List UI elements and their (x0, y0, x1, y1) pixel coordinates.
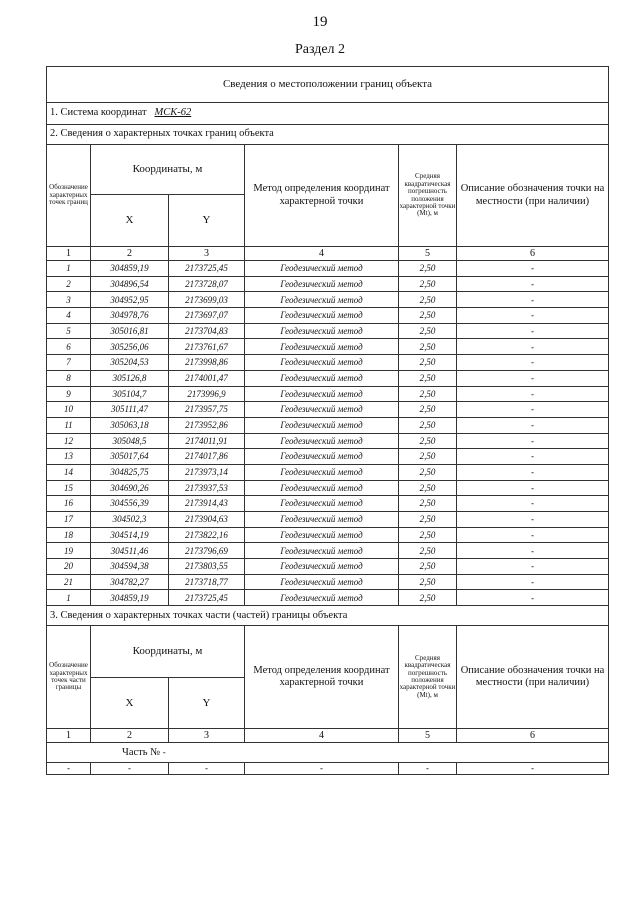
method-cell: Геодезический метод (245, 512, 399, 528)
error-cell: 2,50 (399, 402, 457, 418)
coord-system-value: МСК-62 (154, 107, 192, 119)
header-point-label: Обозначение характерных точек границ (47, 145, 91, 247)
description-cell: - (457, 417, 609, 433)
col-number: 2 (91, 729, 169, 743)
description-cell: - (457, 402, 609, 418)
description-cell: - (457, 527, 609, 543)
table-row (47, 433, 609, 449)
x-cell: 304896,54 (91, 276, 169, 292)
table-row (47, 355, 609, 371)
table-row (47, 449, 609, 465)
point-cell: 2 (47, 276, 91, 292)
part-number-row (47, 743, 609, 763)
point-cell: 1 (47, 261, 91, 277)
y-cell: 2173704,83 (169, 323, 245, 339)
error-cell: 2,50 (399, 512, 457, 528)
description-cell: - (457, 292, 609, 308)
parts-header-point-label: Обозначение характерных точек части границы (47, 626, 91, 729)
point-cell: 3 (47, 292, 91, 308)
y-cell: 2173761,67 (169, 339, 245, 355)
x-cell: 304502,3 (91, 512, 169, 528)
y-cell: 2173973,14 (169, 464, 245, 480)
header-y: Y (169, 195, 245, 247)
page-number: 19 (312, 14, 328, 30)
column-numbers-row (47, 247, 609, 261)
x-cell: 304514,19 (91, 527, 169, 543)
col-number: 3 (169, 729, 245, 743)
description-cell: - (457, 543, 609, 559)
parts-header-description: Описание обозначения точки на местности (при наличии) (457, 626, 609, 729)
point-cell: 14 (47, 464, 91, 480)
y-cell: 2173725,45 (169, 590, 245, 606)
method-cell: Геодезический метод (245, 417, 399, 433)
point-cell: 18 (47, 527, 91, 543)
error-cell: 2,50 (399, 433, 457, 449)
y-cell: 2173996,9 (169, 386, 245, 402)
y-cell: 2173803,55 (169, 559, 245, 575)
point-cell: 12 (47, 433, 91, 449)
point-cell: 19 (47, 543, 91, 559)
part-empty-row (47, 763, 609, 775)
error-cell: 2,50 (399, 339, 457, 355)
y-cell: 2173998,86 (169, 355, 245, 371)
method-cell: Геодезический метод (245, 276, 399, 292)
method-cell: Геодезический метод (245, 292, 399, 308)
description-cell: - (457, 370, 609, 386)
section-title: Раздел 2 (294, 42, 346, 57)
point-cell: 8 (47, 370, 91, 386)
x-cell: 304511,46 (91, 543, 169, 559)
y-cell: 2174001,47 (169, 370, 245, 386)
parts-column-numbers-row (47, 729, 609, 743)
method-cell: Геодезический метод (245, 590, 399, 606)
error-cell: 2,50 (399, 370, 457, 386)
description-cell: - (457, 559, 609, 575)
header-description: Описание обозначения точки на местности (при наличии) (457, 145, 609, 247)
header-error: Средняя квадратическая погрешность положения характерной точки (Mt), м (399, 145, 457, 247)
error-cell: 2,50 (399, 574, 457, 590)
x-cell: 304825,75 (91, 464, 169, 480)
method-cell: Геодезический метод (245, 496, 399, 512)
parts-header-x: X (91, 678, 169, 729)
error-cell: 2,50 (399, 276, 457, 292)
description-cell: - (457, 355, 609, 371)
coord-system-label: 1. Система координат (50, 107, 147, 119)
method-cell: Геодезический метод (245, 480, 399, 496)
description-cell: - (457, 480, 609, 496)
table-row (47, 276, 609, 292)
method-cell: Геодезический метод (245, 370, 399, 386)
error-cell: 2,50 (399, 417, 457, 433)
y-cell: 2173957,75 (169, 402, 245, 418)
empty-cell: - (245, 763, 399, 775)
error-cell: 2,50 (399, 449, 457, 465)
x-cell: 305111,47 (91, 402, 169, 418)
method-cell: Геодезический метод (245, 355, 399, 371)
error-cell: 2,50 (399, 323, 457, 339)
parts-header-coords: Координаты, м (91, 626, 245, 678)
x-cell: 304556,39 (91, 496, 169, 512)
error-cell: 2,50 (399, 386, 457, 402)
point-cell: 11 (47, 417, 91, 433)
table-row (47, 402, 609, 418)
error-cell: 2,50 (399, 527, 457, 543)
point-cell: 15 (47, 480, 91, 496)
table-row (47, 308, 609, 324)
x-cell: 304594,38 (91, 559, 169, 575)
error-cell: 2,50 (399, 355, 457, 371)
x-cell: 305017,64 (91, 449, 169, 465)
col-number: 5 (399, 247, 457, 261)
table-row (47, 292, 609, 308)
col-number: 1 (47, 247, 91, 261)
point-cell: 6 (47, 339, 91, 355)
method-cell: Геодезический метод (245, 559, 399, 575)
table-title: Сведения о местоположении границ объекта (47, 67, 609, 103)
method-cell: Геодезический метод (245, 339, 399, 355)
empty-cell: - (91, 763, 169, 775)
header-x: X (91, 195, 169, 247)
method-cell: Геодезический метод (245, 433, 399, 449)
table-row (47, 543, 609, 559)
col-number: 1 (47, 729, 91, 743)
table-row (47, 261, 609, 277)
x-cell: 304690,26 (91, 480, 169, 496)
table-row (47, 464, 609, 480)
empty-cell: - (457, 763, 609, 775)
error-cell: 2,50 (399, 559, 457, 575)
header-method: Метод определения координат характерной точки (245, 145, 399, 247)
x-cell: 305048,5 (91, 433, 169, 449)
point-cell: 7 (47, 355, 91, 371)
x-cell: 304859,19 (91, 590, 169, 606)
description-cell: - (457, 308, 609, 324)
col-number: 6 (457, 247, 609, 261)
y-cell: 2173725,45 (169, 261, 245, 277)
point-cell: 20 (47, 559, 91, 575)
method-cell: Геодезический метод (245, 527, 399, 543)
x-cell: 305204,53 (91, 355, 169, 371)
y-cell: 2173952,86 (169, 417, 245, 433)
point-cell: 21 (47, 574, 91, 590)
coord-system-row (47, 103, 609, 125)
y-cell: 2173796,69 (169, 543, 245, 559)
point-cell: 17 (47, 512, 91, 528)
method-cell: Геодезический метод (245, 464, 399, 480)
description-cell: - (457, 339, 609, 355)
parts-header-error: Средняя квадратическая погрешность положения характерной точки (Mt), м (399, 626, 457, 729)
y-cell: 2173914,43 (169, 496, 245, 512)
description-cell: - (457, 590, 609, 606)
x-cell: 305104,7 (91, 386, 169, 402)
x-cell: 305256,06 (91, 339, 169, 355)
method-cell: Геодезический метод (245, 261, 399, 277)
point-cell: 5 (47, 323, 91, 339)
point-cell: 4 (47, 308, 91, 324)
parts-header-method: Метод определения координат характерной точки (245, 626, 399, 729)
x-cell: 304859,19 (91, 261, 169, 277)
x-cell: 304782,27 (91, 574, 169, 590)
points-section-title: 2. Сведения о характерных точках границ объекта (47, 125, 609, 145)
empty-cell: - (169, 763, 245, 775)
empty-cell: - (399, 763, 457, 775)
error-cell: 2,50 (399, 496, 457, 512)
x-cell: 305126,8 (91, 370, 169, 386)
point-cell: 13 (47, 449, 91, 465)
table-row (47, 559, 609, 575)
y-cell: 2173937,53 (169, 480, 245, 496)
col-number: 5 (399, 729, 457, 743)
table-row (47, 323, 609, 339)
description-cell: - (457, 261, 609, 277)
parts-section-title: 3. Сведения о характерных точках части (частей) границы объекта (47, 606, 609, 626)
y-cell: 2173697,07 (169, 308, 245, 324)
description-cell: - (457, 276, 609, 292)
method-cell: Геодезический метод (245, 543, 399, 559)
table-row (47, 496, 609, 512)
x-cell: 305063,18 (91, 417, 169, 433)
description-cell: - (457, 574, 609, 590)
col-number: 2 (91, 247, 169, 261)
error-cell: 2,50 (399, 480, 457, 496)
y-cell: 2173699,03 (169, 292, 245, 308)
y-cell: 2174011,91 (169, 433, 245, 449)
x-cell: 304952,95 (91, 292, 169, 308)
point-cell: 10 (47, 402, 91, 418)
description-cell: - (457, 386, 609, 402)
col-number: 4 (245, 729, 399, 743)
part-number-label: Часть № (122, 746, 161, 758)
y-cell: 2174017,86 (169, 449, 245, 465)
table-row (47, 527, 609, 543)
point-cell: 16 (47, 496, 91, 512)
x-cell: 305016,81 (91, 323, 169, 339)
table-row (47, 574, 609, 590)
y-cell: 2173822,16 (169, 527, 245, 543)
boundaries-table (46, 66, 609, 775)
error-cell: 2,50 (399, 543, 457, 559)
empty-cell: - (47, 763, 91, 775)
header-coords: Координаты, м (91, 145, 245, 195)
point-cell: 1 (47, 590, 91, 606)
method-cell: Геодезический метод (245, 574, 399, 590)
col-number: 4 (245, 247, 399, 261)
description-cell: - (457, 433, 609, 449)
col-number: 6 (457, 729, 609, 743)
description-cell: - (457, 464, 609, 480)
parts-header-y: Y (169, 678, 245, 729)
method-cell: Геодезический метод (245, 449, 399, 465)
col-number: 3 (169, 247, 245, 261)
error-cell: 2,50 (399, 590, 457, 606)
table-row (47, 512, 609, 528)
table-row (47, 386, 609, 402)
description-cell: - (457, 449, 609, 465)
method-cell: Геодезический метод (245, 308, 399, 324)
part-number-value: - (162, 746, 166, 757)
description-cell: - (457, 496, 609, 512)
table-row (47, 417, 609, 433)
y-cell: 2173904,63 (169, 512, 245, 528)
error-cell: 2,50 (399, 308, 457, 324)
error-cell: 2,50 (399, 261, 457, 277)
table-row (47, 480, 609, 496)
error-cell: 2,50 (399, 464, 457, 480)
table-row (47, 370, 609, 386)
description-cell: - (457, 512, 609, 528)
table-row (47, 590, 609, 606)
table-row (47, 339, 609, 355)
method-cell: Геодезический метод (245, 386, 399, 402)
point-cell: 9 (47, 386, 91, 402)
y-cell: 2173718,77 (169, 574, 245, 590)
description-cell: - (457, 323, 609, 339)
method-cell: Геодезический метод (245, 402, 399, 418)
y-cell: 2173728,07 (169, 276, 245, 292)
method-cell: Геодезический метод (245, 323, 399, 339)
error-cell: 2,50 (399, 292, 457, 308)
x-cell: 304978,76 (91, 308, 169, 324)
